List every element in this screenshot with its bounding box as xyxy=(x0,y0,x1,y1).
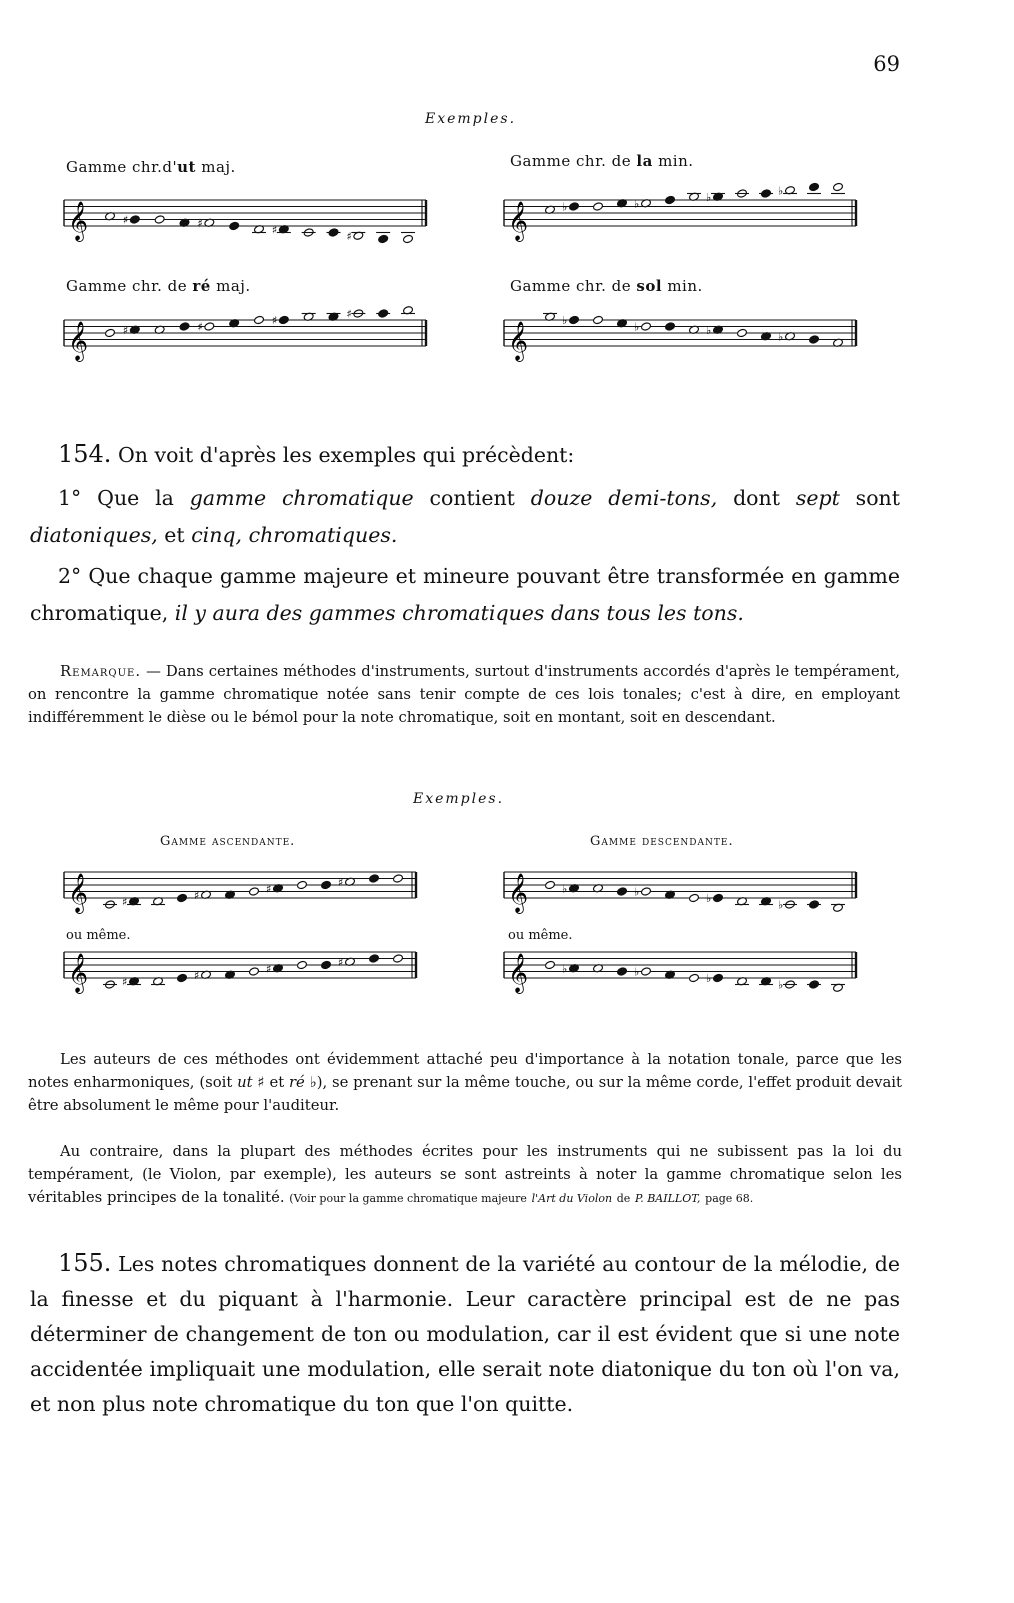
staff-ascendante xyxy=(62,862,422,922)
note-head xyxy=(229,221,240,230)
note-head xyxy=(833,182,844,191)
paragraph-154-intro-text: On voit d'après les exemples qui précèdent: xyxy=(117,443,575,467)
note-head xyxy=(545,960,556,969)
note-head xyxy=(369,954,380,963)
ou-meme-label-right: ou même. xyxy=(508,928,573,943)
note-head xyxy=(593,315,604,324)
note-head xyxy=(569,315,580,324)
ou-meme-label-left: ou même. xyxy=(66,928,131,943)
accidental-icon: ♯ xyxy=(346,307,352,321)
paragraph-154-item-1: 1° Que la gamme chromatique contient douze demi-tons, dont sept sont diatoniques, et cinq, chromatiques. xyxy=(30,486,900,547)
note-head xyxy=(689,893,700,902)
note-head xyxy=(665,195,676,204)
note-head xyxy=(617,887,628,896)
accidental-icon: ♯ xyxy=(122,213,129,227)
note-head xyxy=(641,967,652,976)
accidental-icon: ♯ xyxy=(346,229,352,243)
accidental-icon: ♭ xyxy=(634,197,640,211)
accidental-icon: ♭ xyxy=(562,882,568,896)
accidental-icon: ♭ xyxy=(706,972,712,985)
remarque-label: Remarque. xyxy=(60,663,142,680)
note-head xyxy=(278,315,289,324)
accidental-icon: ♭ xyxy=(778,978,784,992)
examples-heading-2: Exemples. xyxy=(413,791,505,807)
accidental-icon: ♭ xyxy=(634,965,640,979)
accidental-icon: ♯ xyxy=(122,975,128,989)
accidental-icon: ♯ xyxy=(338,875,344,889)
treble-clef-icon: 𝄞 xyxy=(508,321,529,361)
note-head xyxy=(321,960,332,969)
paragraph-154-item-2: 2° Que chaque gamme majeure et mineure pouvant être transformée en gamme chromatique, il y aura des gammes chromatiques dans tous les tons. xyxy=(30,564,900,625)
accidental-icon: ♭ xyxy=(706,190,712,204)
note-head xyxy=(569,202,580,211)
accidental-icon: ♭ xyxy=(778,898,784,912)
note-head xyxy=(393,874,404,883)
note-head xyxy=(713,973,724,982)
accidental-icon: ♯ xyxy=(194,888,200,902)
gamme-descendante-title: Gamme descendante. xyxy=(590,834,734,849)
note-head xyxy=(105,328,116,337)
note-head xyxy=(737,328,748,337)
paragraph-au-contraire: Au contraire, dans la plupart des méthodes écrites pour les instruments qui ne subissent pas la loi du tempérament, (le Violon, par exemple), les auteurs se sont astreints à noter la gamme chromatique selon les véritables principes de la tonalité. (Voir pour la gamme chromatique majeure l'Art du Violon de P. BAILLOT, page 68. xyxy=(28,1143,902,1206)
treble-clef-icon: 𝄞 xyxy=(508,873,529,913)
accidental-icon: ♯ xyxy=(197,320,203,334)
remarque-paragraph: Remarque. — Dans certaines méthodes d'instruments, surtout d'instruments accordés d'après le tempérament, on rencontre la gamme chromatique notée sans tenir compte de ces lois tonales; c'est à dire, en employant indifféremment le dièse ou le bémol pour la note chromatique, soit en montant, soit en descendant. xyxy=(28,663,900,726)
accidental-icon: ♯ xyxy=(338,955,344,969)
treble-clef-icon: 𝄞 xyxy=(68,201,89,241)
accidental-icon: ♭ xyxy=(634,320,640,334)
staff-ut-major xyxy=(62,190,432,250)
note-head xyxy=(179,322,190,331)
accidental-icon: ♯ xyxy=(122,895,128,909)
note-head xyxy=(369,874,380,883)
note-head xyxy=(393,954,404,963)
remarque-text: Dans certaines méthodes d'instruments, surtout d'instruments accordés d'après le tempérament, on rencontre la gamme chromatique notée sans tenir compte de ces lois tonales; c'est à dire, en employant indifféremment le dièse ou le bémol pour la note chromatique, soit en montant, soit en descendant. xyxy=(28,663,900,726)
note-head xyxy=(249,967,260,976)
note-head xyxy=(297,960,308,969)
paragraph-154-intro xyxy=(30,436,900,474)
accidental-icon: ♭ xyxy=(778,184,784,198)
note-head xyxy=(249,887,260,896)
note-head xyxy=(297,880,308,889)
accidental-icon: ♭ xyxy=(634,885,640,899)
accidental-icon: ♯ xyxy=(266,882,272,896)
note-head xyxy=(403,234,414,243)
staff-re-major xyxy=(62,307,432,370)
staff-la-minor xyxy=(502,184,862,250)
paragraph-155-text: Les notes chromatiques donnent de la variété au contour de la mélodie, de la finesse et du piquant à l'harmonie. Leur caractère principal est de ne pas déterminer de changement de ton ou modulation, car il est évident que si une note accidentée impliquait une modulation, elle serait note diatonique du ton où l'on va, et non plus note chromatique du ton que l'on quitte. xyxy=(30,1252,900,1416)
examples-heading: Exemples. xyxy=(425,111,517,127)
note-head xyxy=(593,202,604,211)
paragraph-155 xyxy=(30,1246,900,1422)
accidental-icon: ♯ xyxy=(197,216,203,230)
note-head xyxy=(809,335,820,344)
scale-label-ut-major: Gamme chr.d'ut maj. xyxy=(66,158,236,176)
page-number: 69 xyxy=(873,52,900,76)
note-head xyxy=(665,322,676,331)
paragraph-number-155: 155. xyxy=(58,1249,112,1277)
accidental-icon: ♯ xyxy=(266,962,272,976)
note-head xyxy=(129,215,140,224)
scale-label-la-minor: Gamme chr. de la min. xyxy=(510,152,694,170)
accidental-icon: ♭ xyxy=(562,962,568,976)
note-head xyxy=(378,234,389,243)
accidental-icon: ♯ xyxy=(122,323,129,337)
accidental-icon: ♯ xyxy=(194,968,200,982)
treble-clef-icon: 𝄞 xyxy=(508,201,529,241)
note-head xyxy=(177,893,188,902)
treble-clef-icon: 𝄞 xyxy=(68,321,89,361)
staff-descendante xyxy=(502,862,862,922)
note-head xyxy=(204,322,215,331)
accidental-icon: ♭ xyxy=(706,323,712,337)
note-head xyxy=(641,322,652,331)
note-head xyxy=(154,215,165,224)
treble-clef-icon: 𝄞 xyxy=(508,953,529,993)
treble-clef-icon: 𝄞 xyxy=(68,873,89,913)
paragraph-auteurs: Les auteurs de ces méthodes ont évidemment attaché peu d'importance à la notation tonale, parce que les notes enharmoniques, (soit ut ♯ et ré ♭), se prenant sur la même touche, ou sur la même corde, l'effet produit devait être absolument le même pour l'auditeur. xyxy=(28,1051,902,1114)
staff-ascendante-alt xyxy=(62,942,422,1002)
paragraph-number-154: 154. xyxy=(58,440,112,468)
accidental-icon: ♭ xyxy=(562,200,568,214)
note-head xyxy=(689,973,700,982)
accidental-icon: ♯ xyxy=(271,223,278,237)
note-head xyxy=(545,880,556,889)
note-head xyxy=(617,967,628,976)
staff-descendante-alt xyxy=(502,942,862,1002)
accidental-icon: ♭ xyxy=(706,892,712,905)
note-head xyxy=(321,880,332,889)
staff-sol-minor xyxy=(502,310,862,370)
treble-clef-icon: 𝄞 xyxy=(68,953,89,993)
note-head xyxy=(809,182,820,191)
accidental-icon: ♯ xyxy=(271,314,278,327)
note-head xyxy=(177,973,188,982)
accidental-icon: ♭ xyxy=(778,330,784,344)
scale-label-sol-minor: Gamme chr. de sol min. xyxy=(510,277,703,295)
gamme-ascendante-title: Gamme ascendante. xyxy=(160,834,296,849)
accidental-icon: ♭ xyxy=(562,314,568,327)
note-head xyxy=(254,315,265,324)
note-head xyxy=(641,887,652,896)
scale-label-re-major: Gamme chr. de ré maj. xyxy=(66,277,251,295)
note-head xyxy=(713,893,724,902)
